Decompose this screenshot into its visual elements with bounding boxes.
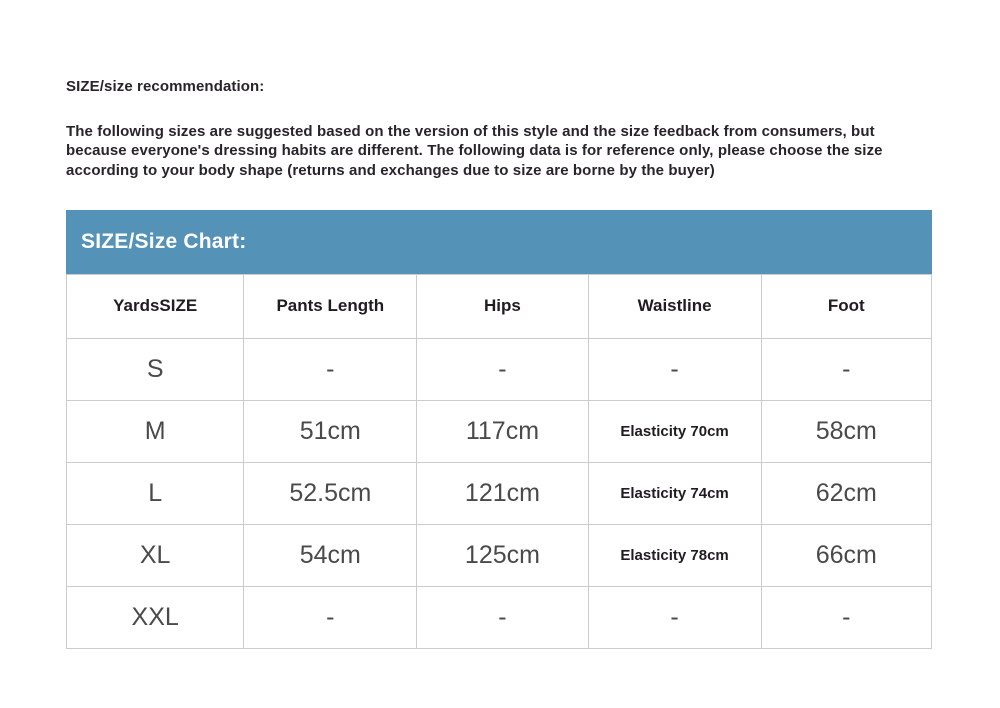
size-chart-table: [66, 274, 932, 649]
foot-cell: 62cm: [761, 462, 931, 524]
hips-cell: 125cm: [417, 524, 588, 586]
column-header-hips: Hips: [417, 274, 588, 338]
size-cell: M: [67, 400, 244, 462]
waistline-cell: -: [588, 338, 761, 400]
hips-cell: 117cm: [417, 400, 588, 462]
pants-length-cell: -: [244, 586, 417, 648]
size-cell: L: [67, 462, 244, 524]
waistline-cell: Elasticity 78cm: [588, 524, 761, 586]
waistline-cell: Elasticity 70cm: [588, 400, 761, 462]
size-chart-title: SIZE/Size Chart:: [81, 229, 247, 253]
section-heading: SIZE/size recommendation:: [66, 78, 265, 95]
column-header-yards-size: YardsSIZE: [67, 274, 244, 338]
size-cell: XXL: [67, 586, 244, 648]
waistline-cell: -: [588, 586, 761, 648]
pants-length-cell: 52.5cm: [244, 462, 417, 524]
foot-cell: 58cm: [761, 400, 931, 462]
column-header-foot: Foot: [761, 274, 931, 338]
pants-length-cell: -: [244, 338, 417, 400]
table-row-s: [67, 338, 932, 400]
column-header-pants-length: Pants Length: [244, 274, 417, 338]
table-header-row: [67, 274, 932, 338]
hips-cell: -: [417, 338, 588, 400]
size-cell: XL: [67, 524, 244, 586]
hips-cell: 121cm: [417, 462, 588, 524]
table-row-l: [67, 462, 932, 524]
size-cell: S: [67, 338, 244, 400]
table-row-m: [67, 400, 932, 462]
pants-length-cell: 54cm: [244, 524, 417, 586]
foot-cell: -: [761, 586, 931, 648]
column-header-waistline: Waistline: [588, 274, 761, 338]
table-row-xxl: [67, 586, 932, 648]
waistline-cell: Elasticity 74cm: [588, 462, 761, 524]
foot-cell: -: [761, 338, 931, 400]
pants-length-cell: 51cm: [244, 400, 417, 462]
size-description-text: The following sizes are suggested based on the version of this style and the size feedback from consumers, but because everyone's dressing habits are different. The following data is for reference only, please choose the size according to your body shape (returns and exchanges due to size are borne by the buyer): [66, 123, 883, 179]
size-chart-banner: [66, 210, 932, 274]
foot-cell: 66cm: [761, 524, 931, 586]
hips-cell: -: [417, 586, 588, 648]
table-row-xl: [67, 524, 932, 586]
